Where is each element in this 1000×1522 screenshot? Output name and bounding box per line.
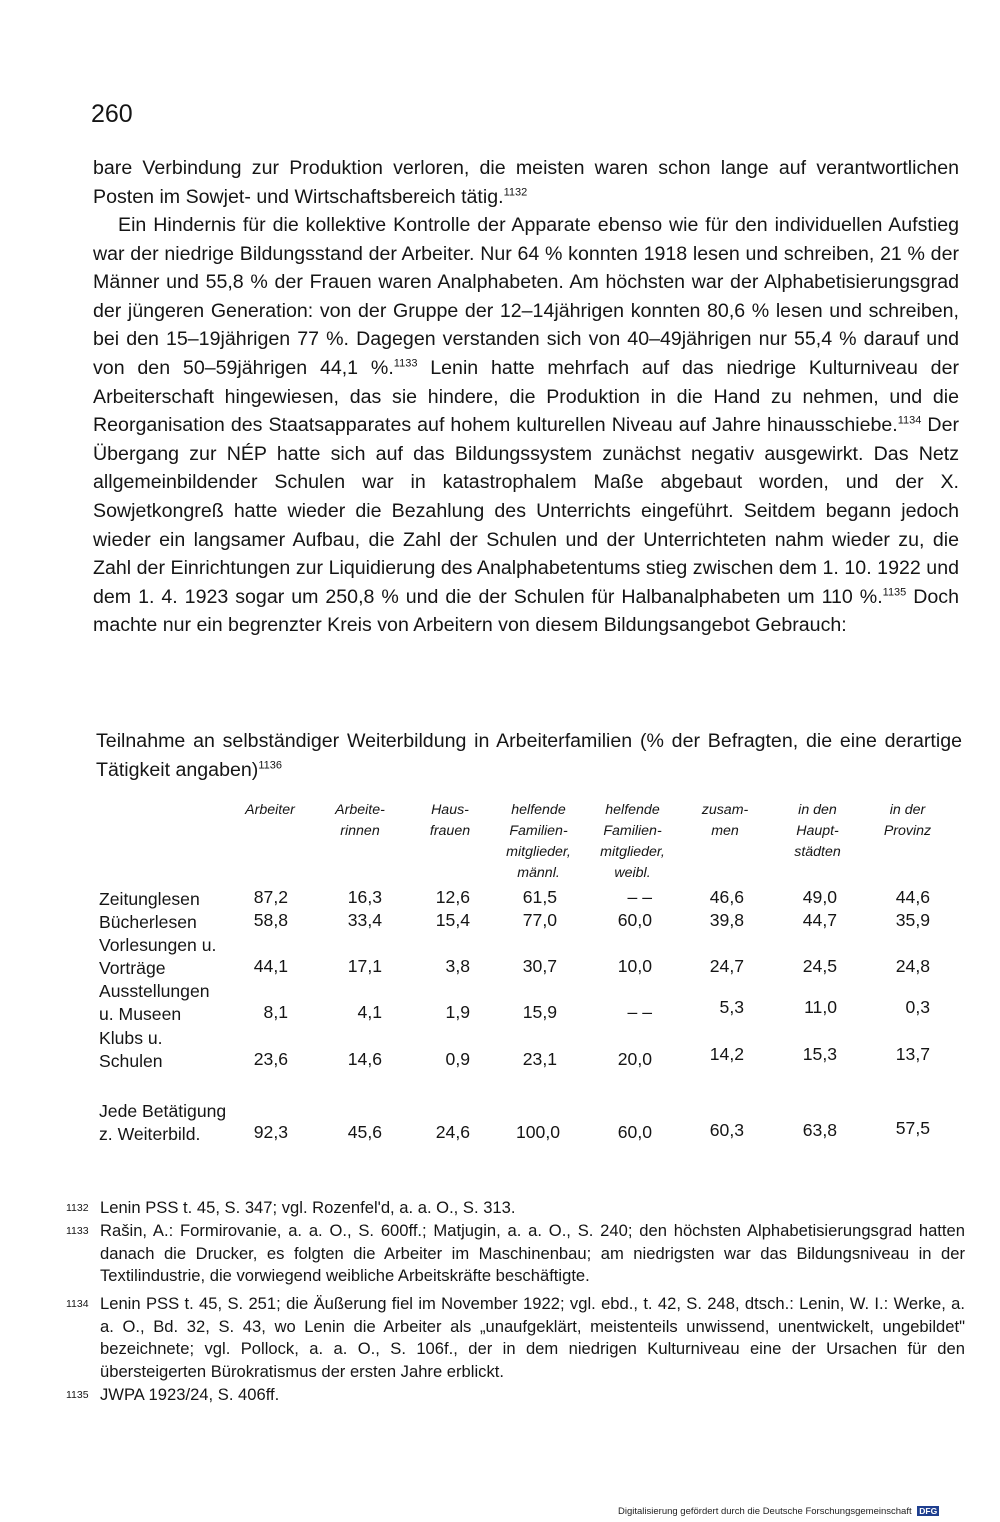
footnote [66,1197,965,1220]
table-cell: 24,7 [709,956,744,976]
table-cell: 46,6 [709,887,744,907]
paragraph-text: Der Übergang zur NÉP hatte sich auf das Bildungssystem zunächst negativ ausgewirkt. Das Netz allgemeinbildender Schulen war in katastrophalem Maße abgebaut worden, und der X. Sowjetkongreß hatte wieder die Bezahlung des Unterrichts eingeführt. Seitdem begann jedoch wieder ein langsamer Aufbau, die Zahl der Schulen und der Unterrichteten nahm wieder zu, die Zahl der Einrichtungen zur Liquidierung des Analphabetentums stieg zwischen dem 1. 10. 1922 und dem 1. 4. 1923 sogar um 250,8 % und die der Schulen für Halbanalphabeten um 110 %. [93,414,959,608]
footnote-text: JWPA 1923/24, S. 406ff. [100,1385,280,1404]
table-cell: 15,9 [522,1002,557,1022]
table-cell: 17,1 [347,956,382,976]
footnote-text: Lenin PSS t. 45, S. 251; die Äußerung fiel im November 1922; vgl. ebd., t. 42, S. 248, dtsch.: Lenin, W. I.: Werke, a. a. O., Bd. 32, S. 43, wo Lenin die Arbeiter als „unaufgeklärt, meistenteils unwissend, unentwickelt, ungebildet" bezeichnete; vgl. Pollock, a. a. O., S. 106f., der in dem niedrigen Kulturniveau eine der Ursachen für den übersteigerten Bürokratismus der ersten Jahre erblickt. [100,1294,965,1381]
table-cell: 49,0 [802,887,837,907]
table-cell: 58,8 [253,910,288,930]
column-header: helfende Familien- mitglieder, männl. [506,802,571,881]
footnote [66,1384,965,1407]
table-cell: 30,7 [522,956,557,976]
table-cell: 8,1 [263,1002,288,1022]
table-cell: 60,3 [709,1120,744,1140]
column-header: zusam- men [701,802,749,839]
table-cell: 57,5 [895,1118,930,1138]
column-header: Haus- frauen [429,802,471,839]
paragraph-text: Lenin hatte mehrfach auf das niedrige Kulturniveau der Arbeiterschaft hingewiesen, das sie hindere, die Produktion in die Hand zu nehmen, und die Reorganisation des Staatsapparates auf hohem kulturellen Niveau auf Jahre hinausschiebe. [93,356,959,437]
digitization-note-text: Digitalisierung gefördert durch die Deutsche Forschungsgemeinschaft [618,1506,912,1517]
paragraph [93,211,959,640]
column-header: Arbeiter [245,802,295,818]
table-cell: 24,8 [895,956,930,976]
row-label: Zeitunglesen [99,889,200,909]
dfg-logo: DFG [919,1506,938,1516]
row-label: Klubs u. Schulen [99,1028,163,1071]
page-number: 260 [91,100,133,128]
table-cell: 60,0 [617,1122,652,1142]
table-cell: 92,3 [253,1122,288,1142]
table-cell: 24,5 [802,956,837,976]
table-cell: 10,0 [617,956,652,976]
table-cell: 15,4 [435,910,470,930]
table-cell: 39,8 [709,910,744,930]
column-header: Arbeite- rinnen [335,802,385,839]
table-cell: 44,1 [253,956,288,976]
footnote [66,1220,965,1288]
table-cell: 87,2 [253,887,288,907]
paragraph [93,154,959,211]
table-cell: 33,4 [347,910,382,930]
table-caption [96,727,962,785]
table-cell: 0,9 [445,1049,470,1069]
column-header: in der Provinz [883,802,932,839]
table-cell: 100,0 [515,1122,560,1142]
table-cell: – – [627,1002,652,1022]
table-cell: 11,0 [804,997,837,1017]
row-label: Bücherlesen [99,912,197,932]
table-cell: 1,9 [445,1002,470,1022]
table-cell: 24,6 [435,1122,470,1142]
table-cell: 45,6 [347,1122,382,1142]
paragraph-text: Doch machte nur ein begrenzter Kreis von Arbeitern von diesem Bildungsangebot Gebrauch: [93,585,959,637]
digitization-note [618,1506,939,1517]
footnote-number: 1134 [66,1298,89,1310]
table-cell: 20,0 [617,1049,652,1069]
column-header: in den Haupt- städten [794,802,841,860]
table-cell: 44,6 [895,887,930,907]
table-cell: 14,6 [347,1049,382,1069]
footnote-ref[interactable]: 1134 [897,414,922,427]
footnote-text: Lenin PSS t. 45, S. 347; vgl. Rozenfel'd, a. a. O., S. 313. [100,1198,516,1217]
table-cell: 60,0 [617,910,652,930]
row-label: Vorlesungen u. Vorträge [99,935,217,978]
table-cell: 3,8 [445,956,470,976]
footnote-number: 1132 [66,1202,89,1214]
table-caption-text: Teilnahme an selbständiger Weiterbildung in Arbeiterfamilien (% der Befragten, die eine derartige Tätigkeit angaben) [96,730,962,781]
table-cell: 35,9 [895,910,930,930]
footnote-ref[interactable]: 1132 [503,186,528,199]
table-cell: 77,0 [522,910,557,930]
table-cell: 44,7 [802,910,837,930]
column-header: helfende Familien- mitglieder, weibl. [600,802,665,881]
footnote-number: 1133 [66,1225,89,1237]
table-cell: – – [627,887,652,907]
footnote-ref[interactable]: 1133 [393,357,418,370]
footnote-text: Rašin, A.: Formirovanie, a. a. O., S. 600ff.; Matjugin, a. a. O., S. 240; den höchsten Alphabetisierungsgrad hatten danach die Drucker, es folgten die Arbeiter im Maschinenbau; am niedrigsten war das Bildungsniveau in der Textilindustrie, die vorwiegend weibliche Arbeitskräfte beschäftigte. [100,1221,965,1285]
table-cell: 13,7 [895,1044,930,1064]
table-cell: 61,5 [522,887,557,907]
table-cell: 0,3 [905,997,930,1017]
table-cell: 15,3 [802,1044,837,1064]
paragraph-text: bare Verbindung zur Produktion verloren, die meisten waren schon lange auf verantwortlichen Posten im Sowjet- und Wirtschaftsbereich tätig. [93,157,959,208]
row-label: Jede Betätigung z. Weiterbild. [99,1101,227,1144]
table-cell: 14,2 [709,1044,744,1064]
table-cell: 23,6 [253,1049,288,1069]
row-label: Ausstellungen u. Museen [99,981,210,1024]
footnote-ref[interactable]: 1136 [258,759,282,772]
footnote [66,1293,965,1383]
table-cell: 63,8 [802,1120,837,1140]
table-cell: 4,1 [357,1002,382,1022]
footnote-number: 1135 [66,1389,89,1401]
table-cell: 23,1 [522,1049,557,1069]
table-cell: 5,3 [719,997,744,1017]
table-cell: 16,3 [347,887,382,907]
footnote-ref[interactable]: 1135 [882,586,907,599]
table-cell: 12,6 [435,887,470,907]
paragraph-text: Ein Hindernis für die kollektive Kontrolle der Apparate ebenso wie für den individuellen Aufstieg war der niedrige Bildungsstand der Arbeiter. Nur 64 % konnten 1918 lesen und schreiben, 21 % der Männer und 55,8 % der Frauen waren Analphabeten. Am höchsten war der Alphabetisierungsgrad der jüngeren Generation: von der Gruppe der 12–14jährigen konnten 80,6 % lesen und schreiben, bei den 15–19jährigen 77 %. Dagegen verstanden sich von 40–49jährigen nur 55,4 % darauf und von den 50–59jährigen 44,1 %. [93,214,959,379]
